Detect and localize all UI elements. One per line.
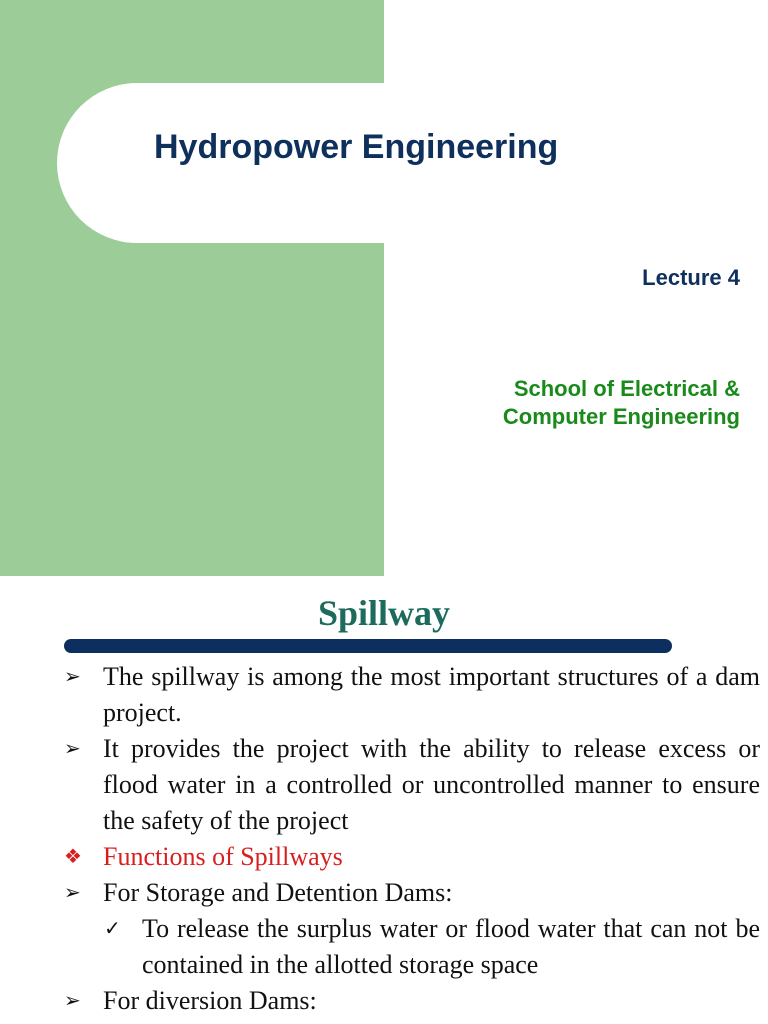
sub-bullet-item: [64, 911, 760, 983]
arrow-bullet-icon: ➢: [64, 882, 81, 904]
bullet-text: The spillway is among the most important structures of a dam project.: [103, 662, 760, 727]
arrow-bullet-icon: ➢: [64, 990, 81, 1012]
bullet-item: [64, 659, 760, 731]
school-name: [503, 375, 740, 431]
bullet-text: It provides the project with the ability to release excess or flood water in a controlled or uncontrolled manner to ensure the safety of the project: [103, 734, 760, 835]
slide-title: Spillway: [318, 593, 451, 633]
bullet-list: [64, 659, 760, 1019]
diamond-bullet-icon: ❖: [64, 846, 82, 868]
school-line-2: Computer Engineering: [502, 404, 740, 429]
checkmark-bullet-icon: ✓: [104, 918, 121, 940]
bullet-item: [64, 983, 760, 1019]
bullet-text: Functions of Spillways: [103, 842, 343, 871]
deck-title: Hydropower Engineering: [154, 128, 559, 166]
bullet-text: To release the surplus water or flood water that can not be contained in the allotted storage space: [142, 914, 760, 979]
school-line-1: School of Electrical &: [513, 376, 740, 401]
bullet-item: [64, 731, 760, 839]
lecture-number: Lecture 4: [642, 265, 740, 290]
title-underline-bar: [64, 639, 672, 653]
arrow-bullet-icon: ➢: [64, 738, 81, 760]
bullet-text: For diversion Dams:: [103, 986, 317, 1015]
bullet-item: [64, 875, 760, 911]
arrow-bullet-icon: ➢: [64, 666, 81, 688]
spillway-slide: [0, 576, 768, 1024]
bullet-item: [64, 839, 760, 875]
bullet-text: For Storage and Detention Dams:: [103, 878, 453, 907]
